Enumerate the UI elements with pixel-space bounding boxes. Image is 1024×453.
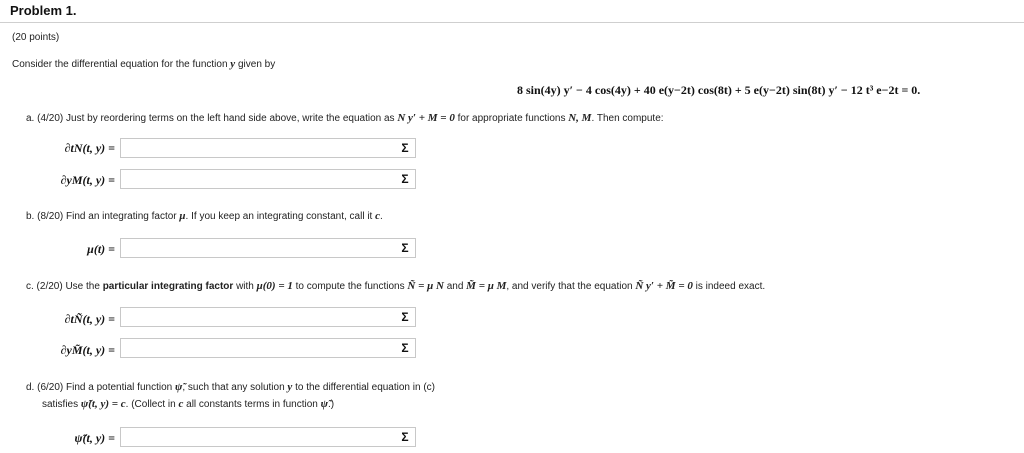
part-d-m2: y: [287, 381, 293, 393]
part-c-text: [26, 280, 765, 292]
answer-dyM-input[interactable]: [120, 169, 416, 189]
part-d-text-line1: [26, 381, 435, 393]
intro-part: Consider the differential equation for the function: [12, 59, 228, 70]
part-a-t1: a. (4/20) Just by reordering terms on the left hand side above, write the equation as: [26, 113, 395, 124]
part-a-m1: N y′ + M = 0: [397, 112, 455, 124]
sigma-icon[interactable]: Σ: [401, 430, 409, 444]
part-d-l2-2: . (Collect in: [125, 399, 176, 410]
part-c-m4: Ñ y′ + M̃ = 0: [635, 280, 693, 292]
differential-equation: 8 sin(4y) y′ − 4 cos(4y) + 40 e(y−2t) cos(8t) + 5 e(y−2t) sin(8t) y′ − 12 t³ e−2t = 0.: [517, 83, 921, 97]
part-d-l2-1: satisfies: [42, 399, 79, 410]
part-c-t1: c. (2/20) Use the: [26, 281, 100, 292]
part-d-m3: ψ̃(t, y) = c: [80, 398, 126, 410]
answer-dtN-input[interactable]: [120, 138, 416, 158]
part-d-t2: , such that any solution: [182, 382, 285, 393]
problem-title: Problem 1.: [10, 3, 77, 18]
part-b-t2: . If you keep an integrating constant, call it: [185, 211, 373, 222]
part-c-t5: , and verify that the equation: [506, 281, 633, 292]
part-b-t3: .: [380, 211, 383, 222]
label-dtN: ∂tN(t, y) =: [64, 141, 115, 155]
part-d-t1: d. (6/20) Find a potential function: [26, 382, 173, 393]
part-a-m2: N, M: [568, 112, 592, 124]
part-b-t1: b. (8/20) Find an integrating factor: [26, 211, 177, 222]
part-d-l2-4: .): [328, 399, 335, 410]
label-dyMtilde: ∂yM̃(t, y) =: [60, 343, 115, 357]
part-d-l2-3: all constants terms in function: [186, 399, 318, 410]
part-b-m2: c: [375, 210, 380, 222]
part-c-m2: Ñ = μ N: [407, 280, 444, 292]
answer-dtNtilde-input[interactable]: [120, 307, 416, 327]
part-d-m1: ψ̃: [174, 381, 183, 393]
part-c-m1: μ(0) = 1: [256, 280, 293, 292]
answer-psi-input[interactable]: [120, 427, 416, 447]
part-a-text: [26, 112, 664, 124]
part-c-t6: is indeed exact.: [695, 281, 766, 292]
sigma-icon[interactable]: Σ: [401, 141, 409, 155]
part-c-t3: to compute the functions: [295, 281, 405, 292]
sigma-icon[interactable]: Σ: [401, 241, 409, 255]
answer-mu-input[interactable]: [120, 238, 416, 258]
title-divider: [0, 22, 1024, 23]
sigma-icon[interactable]: Σ: [401, 341, 409, 355]
intro-text: [12, 58, 275, 70]
part-d-t3: to the differential equation in (c): [295, 382, 435, 393]
points-label: (20 points): [12, 32, 60, 43]
part-c-m3: M̃ = μ M: [466, 280, 507, 292]
label-dtNtilde: ∂tÑ(t, y) =: [64, 312, 115, 326]
intro-end: given by: [237, 59, 276, 70]
part-c-bold: particular integrating factor: [102, 281, 234, 292]
label-psi: ψ̃(t, y) =: [74, 431, 115, 445]
sigma-icon[interactable]: Σ: [401, 172, 409, 186]
answer-dyMtilde-input[interactable]: [120, 338, 416, 358]
part-d-text-line2: [42, 398, 334, 410]
part-c-t2: with: [236, 281, 254, 292]
part-b-m1: μ: [179, 210, 186, 222]
part-a-t3: . Then compute:: [591, 113, 664, 124]
label-mu: μ(t) =: [87, 242, 115, 256]
label-dyM: ∂yM(t, y) =: [60, 173, 115, 187]
part-b-text: [26, 210, 383, 222]
sigma-icon[interactable]: Σ: [401, 310, 409, 324]
part-d-m4: c: [178, 398, 184, 410]
part-a-t2: for appropriate functions: [457, 113, 566, 124]
intro-var: y: [230, 58, 236, 70]
part-c-t4: and: [446, 281, 464, 292]
part-d-m5: ψ̃: [320, 398, 329, 410]
